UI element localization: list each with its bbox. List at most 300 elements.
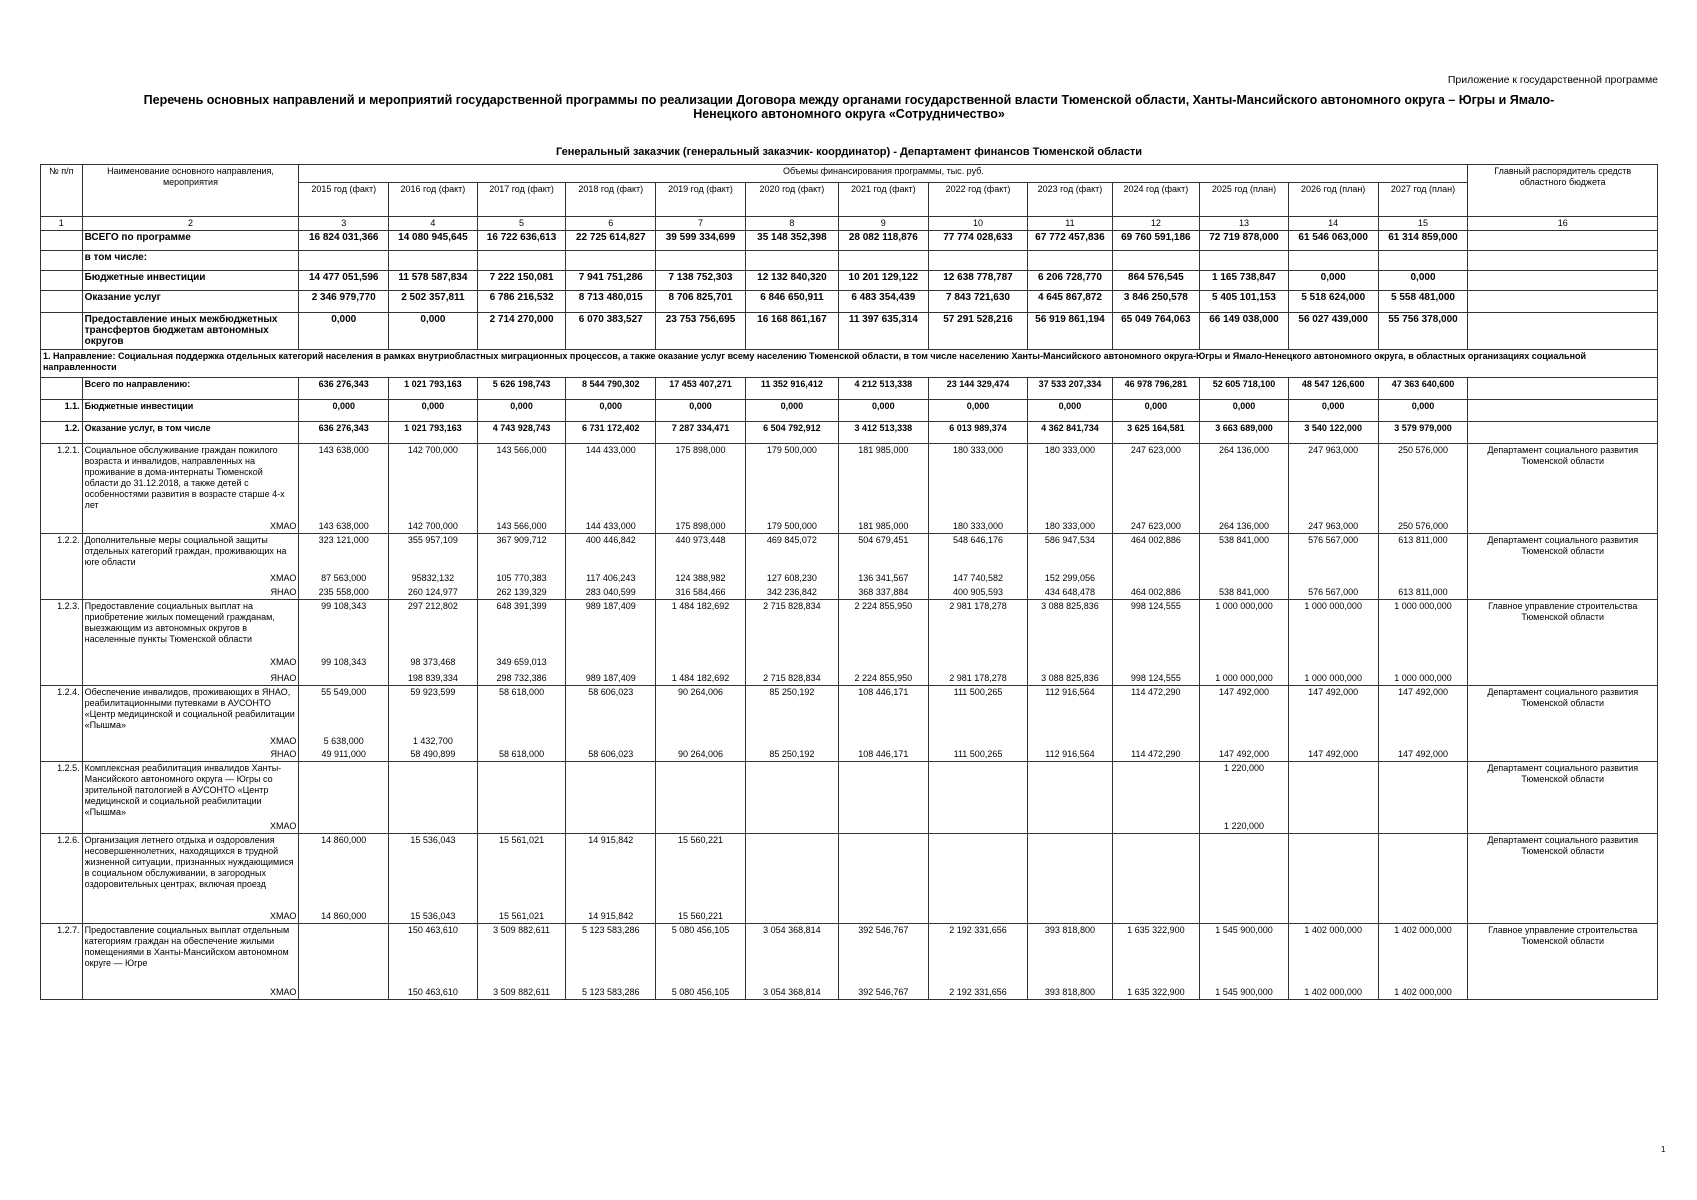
value-cell: 1 402 000,000 — [1378, 983, 1468, 999]
value-cell: 143 638,000 — [299, 444, 389, 520]
value-cell — [1288, 251, 1378, 271]
value-cell: 469 845,072 — [745, 534, 838, 570]
header-year: 2024 год (факт) — [1112, 183, 1200, 217]
value-cell: 636 276,343 — [299, 422, 389, 444]
value-cell: 56 027 439,000 — [1288, 313, 1378, 350]
value-cell: 5 405 101,153 — [1200, 291, 1289, 313]
value-cell: 6 731 172,402 — [566, 422, 656, 444]
value-cell: 342 236,842 — [745, 585, 838, 599]
value-cell: 28 082 118,876 — [838, 231, 928, 251]
value-cell: 392 546,767 — [838, 923, 928, 983]
region-label: ХМАО — [82, 819, 299, 833]
value-cell: 0,000 — [299, 400, 389, 422]
value-cell: 613 811,000 — [1378, 534, 1468, 570]
value-cell: 0,000 — [1378, 271, 1468, 291]
value-cell — [477, 819, 566, 833]
region-label: ЯНАО — [82, 669, 299, 685]
value-cell: 548 646,176 — [928, 534, 1028, 570]
region-label: ХМАО — [82, 520, 299, 534]
page-title — [40, 93, 1658, 121]
value-cell: 8 706 825,701 — [656, 291, 746, 313]
item-number: 1.2.1. — [41, 444, 83, 534]
item-number: 1.2.3. — [41, 599, 83, 685]
value-cell: 14 860,000 — [299, 907, 389, 923]
column-number: 16 — [1468, 217, 1658, 231]
manager-cell: Главное управление строительства Тюменской области — [1468, 599, 1658, 685]
direction-services-row — [41, 422, 1658, 444]
value-cell — [1378, 732, 1468, 748]
value-cell: 147 492,000 — [1378, 685, 1468, 732]
value-cell: 3 412 513,338 — [838, 422, 928, 444]
value-cell: 5 558 481,000 — [1378, 291, 1468, 313]
row-label: ВСЕГО по программе — [82, 231, 299, 251]
value-cell: 2 192 331,656 — [928, 983, 1028, 999]
header-year: 2025 год (план) — [1200, 183, 1289, 217]
value-cell: 35 148 352,398 — [745, 231, 838, 251]
title-line-2: Ненецкого автономного округа «Сотрудничество» — [693, 107, 1005, 121]
value-cell: 538 841,000 — [1200, 534, 1289, 570]
value-cell — [1378, 762, 1468, 820]
value-cell: 3 846 250,578 — [1112, 291, 1200, 313]
value-cell: 3 509 882,611 — [477, 983, 566, 999]
value-cell — [1378, 251, 1468, 271]
value-cell — [656, 653, 746, 669]
value-cell — [1288, 732, 1378, 748]
value-cell: 6 483 354,439 — [838, 291, 928, 313]
column-number: 2 — [82, 217, 299, 231]
value-cell: 1 484 182,692 — [656, 669, 746, 685]
value-cell: 180 333,000 — [928, 444, 1028, 520]
value-cell — [928, 833, 1028, 907]
value-cell: 0,000 — [656, 400, 746, 422]
value-cell — [1378, 833, 1468, 907]
value-cell — [1028, 251, 1112, 271]
value-cell: 262 139,329 — [477, 585, 566, 599]
item-row — [41, 923, 1658, 983]
value-cell: 112 916,564 — [1028, 685, 1112, 732]
value-cell: 6 206 728,770 — [1028, 271, 1112, 291]
item-subrow — [41, 907, 1658, 923]
value-cell: 179 500,000 — [745, 520, 838, 534]
value-cell — [656, 251, 746, 271]
row-number — [41, 313, 83, 350]
manager-cell — [1468, 251, 1658, 271]
item-number: 1.2.6. — [41, 833, 83, 923]
value-cell — [745, 732, 838, 748]
value-cell: 108 446,171 — [838, 748, 928, 762]
value-cell: 400 905,593 — [928, 585, 1028, 599]
direction-budget-row — [41, 400, 1658, 422]
header-funding: Объемы финансирования программы, тыс. руб. — [299, 165, 1468, 183]
header-year: 2016 год (факт) — [389, 183, 478, 217]
value-cell — [566, 251, 656, 271]
value-cell: 504 679,451 — [838, 534, 928, 570]
value-cell — [1200, 251, 1289, 271]
item-number: 1.2.5. — [41, 762, 83, 834]
program-table — [40, 164, 1658, 1000]
value-cell: 367 909,712 — [477, 534, 566, 570]
value-cell: 58 606,023 — [566, 685, 656, 732]
value-cell: 144 433,000 — [566, 444, 656, 520]
item-subrow — [41, 748, 1658, 762]
value-cell: 147 492,000 — [1200, 685, 1289, 732]
value-cell — [1028, 653, 1112, 669]
row-number — [41, 378, 83, 400]
value-cell: 61 546 063,000 — [1288, 231, 1378, 251]
value-cell — [1200, 653, 1289, 669]
manager-cell — [1468, 313, 1658, 350]
value-cell: 147 492,000 — [1288, 748, 1378, 762]
value-cell: 1 000 000,000 — [1288, 669, 1378, 685]
value-cell: 6 786 216,532 — [477, 291, 566, 313]
row-label: Бюджетные инвестиции — [82, 400, 299, 422]
value-cell — [389, 251, 478, 271]
value-cell: 6 070 383,527 — [566, 313, 656, 350]
value-cell: 0,000 — [477, 400, 566, 422]
value-cell: 1 220,000 — [1200, 819, 1289, 833]
value-cell: 56 919 861,194 — [1028, 313, 1112, 350]
total-row — [41, 231, 1658, 251]
value-cell: 1 021 793,163 — [389, 422, 478, 444]
value-cell: 0,000 — [389, 400, 478, 422]
value-cell: 1 000 000,000 — [1288, 599, 1378, 653]
manager-cell — [1468, 231, 1658, 251]
value-cell — [1288, 819, 1378, 833]
value-cell: 636 276,343 — [299, 378, 389, 400]
value-cell: 998 124,555 — [1112, 599, 1200, 653]
value-cell: 12 638 778,787 — [928, 271, 1028, 291]
value-cell: 57 291 528,216 — [928, 313, 1028, 350]
value-cell — [1200, 907, 1289, 923]
value-cell: 52 605 718,100 — [1200, 378, 1289, 400]
value-cell: 400 446,842 — [566, 534, 656, 570]
value-cell: 0,000 — [389, 313, 478, 350]
value-cell: 0,000 — [1288, 400, 1378, 422]
item-number: 1.2.7. — [41, 923, 83, 999]
value-cell — [1378, 907, 1468, 923]
title-line-1: Перечень основных направлений и мероприятий государственной программы по реализации Договора между органами государственной власти Тюменской области, Ханты-Мансийского автономного округа – Югры и Ямало- — [143, 93, 1555, 107]
header-year: 2026 год (план) — [1288, 183, 1378, 217]
value-cell — [1200, 732, 1289, 748]
value-cell: 5 518 624,000 — [1288, 291, 1378, 313]
item-row — [41, 833, 1658, 907]
value-cell: 6 504 792,912 — [745, 422, 838, 444]
value-cell: 3 088 825,836 — [1028, 599, 1112, 653]
value-cell — [389, 762, 478, 820]
value-cell — [1288, 653, 1378, 669]
value-cell: 5 626 198,743 — [477, 378, 566, 400]
value-cell — [745, 251, 838, 271]
value-cell: 77 774 028,633 — [928, 231, 1028, 251]
value-cell: 72 719 878,000 — [1200, 231, 1289, 251]
value-cell — [928, 819, 1028, 833]
row-label: Оказание услуг — [82, 291, 299, 313]
value-cell: 355 957,109 — [389, 534, 478, 570]
value-cell — [299, 923, 389, 983]
value-cell — [1112, 569, 1200, 585]
transfers-row — [41, 313, 1658, 350]
general-customer: Генеральный заказчик (генеральный заказчик- координатор) - Департамент финансов Тюменской области — [555, 146, 1143, 158]
value-cell: 2 224 855,950 — [838, 669, 928, 685]
value-cell: 1 635 322,900 — [1112, 983, 1200, 999]
value-cell: 4 645 867,872 — [1028, 291, 1112, 313]
value-cell: 180 333,000 — [1028, 520, 1112, 534]
value-cell: 4 743 928,743 — [477, 422, 566, 444]
header-year: 2027 год (план) — [1378, 183, 1468, 217]
value-cell: 0,000 — [745, 400, 838, 422]
column-number-row — [41, 217, 1658, 231]
value-cell: 297 212,802 — [389, 599, 478, 653]
value-cell: 298 732,386 — [477, 669, 566, 685]
value-cell: 12 132 840,320 — [745, 271, 838, 291]
value-cell: 11 352 916,412 — [745, 378, 838, 400]
value-cell: 247 963,000 — [1288, 520, 1378, 534]
value-cell — [1028, 819, 1112, 833]
row-number: 1.1. — [41, 400, 83, 422]
value-cell — [745, 762, 838, 820]
value-cell: 2 715 828,834 — [745, 599, 838, 653]
value-cell — [928, 907, 1028, 923]
value-cell: 1 000 000,000 — [1378, 669, 1468, 685]
value-cell: 5 080 456,105 — [656, 923, 746, 983]
value-cell: 111 500,265 — [928, 748, 1028, 762]
value-cell — [1112, 833, 1200, 907]
value-cell: 95832,132 — [389, 569, 478, 585]
value-cell: 23 144 329,474 — [928, 378, 1028, 400]
value-cell — [838, 762, 928, 820]
value-cell: 14 915,842 — [566, 833, 656, 907]
value-cell: 11 578 587,834 — [389, 271, 478, 291]
value-cell: 5 638,000 — [299, 732, 389, 748]
value-cell: 142 700,000 — [389, 520, 478, 534]
value-cell: 464 002,886 — [1112, 585, 1200, 599]
value-cell: 147 492,000 — [1288, 685, 1378, 732]
value-cell: 323 121,000 — [299, 534, 389, 570]
row-number — [41, 291, 83, 313]
value-cell: 5 123 583,286 — [566, 923, 656, 983]
value-cell: 0,000 — [1112, 400, 1200, 422]
header-year: 2015 год (факт) — [299, 183, 389, 217]
value-cell: 1 635 322,900 — [1112, 923, 1200, 983]
value-cell: 464 002,886 — [1112, 534, 1200, 570]
row-number — [41, 271, 83, 291]
value-cell: 144 433,000 — [566, 520, 656, 534]
services-row — [41, 291, 1658, 313]
value-cell: 23 753 756,695 — [656, 313, 746, 350]
value-cell — [745, 907, 838, 923]
value-cell: 998 124,555 — [1112, 669, 1200, 685]
region-label: ХМАО — [82, 983, 299, 999]
value-cell: 3 625 164,581 — [1112, 422, 1200, 444]
value-cell: 2 346 979,770 — [299, 291, 389, 313]
value-cell — [477, 732, 566, 748]
value-cell: 349 659,013 — [477, 653, 566, 669]
header-year: 2021 год (факт) — [838, 183, 928, 217]
value-cell — [838, 732, 928, 748]
value-cell: 175 898,000 — [656, 444, 746, 520]
region-label: ХМАО — [82, 653, 299, 669]
item-label: Организация летнего отдыха и оздоровления несовершеннолетних, находящихся в трудной жизненной ситуации, признанных нуждающимися в социальном обслуживании, в загородных оздоровительных центрах, включая проезд — [82, 833, 299, 907]
value-cell: 147 740,582 — [928, 569, 1028, 585]
value-cell — [389, 819, 478, 833]
value-cell: 1 165 738,847 — [1200, 271, 1289, 291]
column-number: 12 — [1112, 217, 1200, 231]
value-cell — [1112, 251, 1200, 271]
value-cell: 142 700,000 — [389, 444, 478, 520]
value-cell: 8 713 480,015 — [566, 291, 656, 313]
value-cell: 864 576,545 — [1112, 271, 1200, 291]
value-cell — [928, 251, 1028, 271]
manager-cell: Департамент социального развития Тюменской области — [1468, 685, 1658, 762]
value-cell: 14 080 945,645 — [389, 231, 478, 251]
value-cell: 150 463,610 — [389, 983, 478, 999]
manager-cell: Департамент социального развития Тюменской области — [1468, 833, 1658, 923]
value-cell: 55 549,000 — [299, 685, 389, 732]
value-cell: 247 623,000 — [1112, 444, 1200, 520]
value-cell: 175 898,000 — [656, 520, 746, 534]
value-cell: 2 981 178,278 — [928, 599, 1028, 653]
value-cell: 0,000 — [928, 400, 1028, 422]
value-cell: 1 220,000 — [1200, 762, 1289, 820]
value-cell: 8 544 790,302 — [566, 378, 656, 400]
value-cell: 39 599 334,699 — [656, 231, 746, 251]
value-cell: 3 509 882,611 — [477, 923, 566, 983]
item-subrow — [41, 819, 1658, 833]
value-cell — [299, 762, 389, 820]
value-cell: 0,000 — [1200, 400, 1289, 422]
value-cell: 10 201 129,122 — [838, 271, 928, 291]
value-cell: 0,000 — [838, 400, 928, 422]
value-cell — [1200, 833, 1289, 907]
value-cell: 180 333,000 — [1028, 444, 1112, 520]
value-cell: 0,000 — [566, 400, 656, 422]
value-cell: 105 770,383 — [477, 569, 566, 585]
column-number: 6 — [566, 217, 656, 231]
value-cell: 22 725 614,827 — [566, 231, 656, 251]
row-label: Предоставление иных межбюджетных трансфертов бюджетам автономных округов — [82, 313, 299, 350]
value-cell — [1378, 653, 1468, 669]
value-cell — [566, 732, 656, 748]
value-cell: 15 536,043 — [389, 907, 478, 923]
value-cell: 6 846 650,911 — [745, 291, 838, 313]
value-cell — [477, 251, 566, 271]
value-cell — [838, 251, 928, 271]
header-year: 2019 год (факт) — [656, 183, 746, 217]
value-cell — [1288, 907, 1378, 923]
value-cell — [838, 819, 928, 833]
value-cell: 392 546,767 — [838, 983, 928, 999]
value-cell: 99 108,343 — [299, 599, 389, 653]
value-cell: 247 963,000 — [1288, 444, 1378, 520]
value-cell: 613 811,000 — [1378, 585, 1468, 599]
region-label: ХМАО — [82, 569, 299, 585]
value-cell: 58 618,000 — [477, 748, 566, 762]
value-cell: 152 299,056 — [1028, 569, 1112, 585]
value-cell: 260 124,977 — [389, 585, 478, 599]
value-cell: 1 000 000,000 — [1378, 599, 1468, 653]
item-number: 1.2.4. — [41, 685, 83, 762]
value-cell — [928, 762, 1028, 820]
value-cell: 15 561,021 — [477, 833, 566, 907]
value-cell: 0,000 — [1378, 400, 1468, 422]
value-cell: 16 824 031,366 — [299, 231, 389, 251]
value-cell — [928, 653, 1028, 669]
value-cell: 58 606,023 — [566, 748, 656, 762]
value-cell: 14 915,842 — [566, 907, 656, 923]
value-cell: 7 287 334,471 — [656, 422, 746, 444]
value-cell: 1 021 793,163 — [389, 378, 478, 400]
value-cell: 85 250,192 — [745, 685, 838, 732]
region-label: ХМАО — [82, 732, 299, 748]
value-cell: 150 463,610 — [389, 923, 478, 983]
value-cell — [1200, 569, 1289, 585]
value-cell: 264 136,000 — [1200, 444, 1289, 520]
value-cell: 7 843 721,630 — [928, 291, 1028, 313]
value-cell — [1112, 762, 1200, 820]
value-cell: 3 663 689,000 — [1200, 422, 1289, 444]
value-cell: 99 108,343 — [299, 653, 389, 669]
header-row — [41, 165, 1658, 183]
value-cell: 3 088 825,836 — [1028, 669, 1112, 685]
value-cell — [656, 762, 746, 820]
value-cell: 440 973,448 — [656, 534, 746, 570]
value-cell: 1 402 000,000 — [1288, 983, 1378, 999]
value-cell: 58 618,000 — [477, 685, 566, 732]
item-row — [41, 762, 1658, 820]
value-cell: 5 123 583,286 — [566, 983, 656, 999]
value-cell: 117 406,243 — [566, 569, 656, 585]
value-cell: 47 363 640,600 — [1378, 378, 1468, 400]
row-number — [41, 251, 83, 271]
value-cell: 1 402 000,000 — [1378, 923, 1468, 983]
column-number: 4 — [389, 217, 478, 231]
value-cell: 989 187,409 — [566, 669, 656, 685]
value-cell: 14 860,000 — [299, 833, 389, 907]
value-cell: 5 080 456,105 — [656, 983, 746, 999]
item-label: Дополнительные меры социальной защиты отдельных категорий граждан, проживающих на юге области — [82, 534, 299, 570]
value-cell: 112 916,564 — [1028, 748, 1112, 762]
row-label: в том числе: — [82, 251, 299, 271]
header-year: 2017 год (факт) — [477, 183, 566, 217]
value-cell: 1 432,700 — [389, 732, 478, 748]
value-cell: 576 567,000 — [1288, 534, 1378, 570]
value-cell: 2 981 178,278 — [928, 669, 1028, 685]
value-cell: 61 314 859,000 — [1378, 231, 1468, 251]
value-cell — [1378, 819, 1468, 833]
item-subrow — [41, 669, 1658, 685]
value-cell: 3 540 122,000 — [1288, 422, 1378, 444]
manager-cell — [1468, 291, 1658, 313]
value-cell: 108 446,171 — [838, 685, 928, 732]
column-number: 13 — [1200, 217, 1289, 231]
row-number: 1.2. — [41, 422, 83, 444]
column-number: 3 — [299, 217, 389, 231]
value-cell: 67 772 457,836 — [1028, 231, 1112, 251]
value-cell: 114 472,290 — [1112, 748, 1200, 762]
value-cell — [656, 819, 746, 833]
value-cell — [566, 653, 656, 669]
manager-cell: Департамент социального развития Тюменской области — [1468, 534, 1658, 600]
value-cell: 250 576,000 — [1378, 520, 1468, 534]
value-cell: 46 978 796,281 — [1112, 378, 1200, 400]
item-subrow — [41, 653, 1658, 669]
value-cell: 0,000 — [1288, 271, 1378, 291]
direction-total-row — [41, 378, 1658, 400]
value-cell: 316 584,466 — [656, 585, 746, 599]
value-cell — [299, 983, 389, 999]
value-cell — [299, 669, 389, 685]
value-cell — [566, 762, 656, 820]
